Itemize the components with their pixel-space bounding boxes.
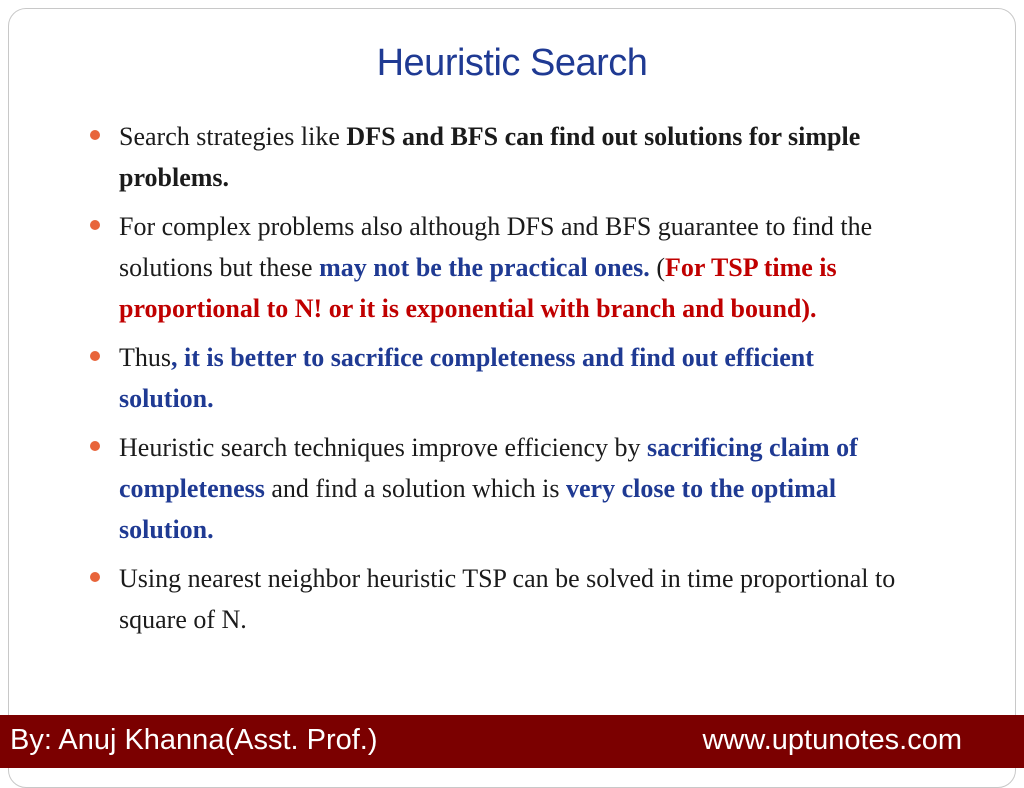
bullet-text: and find a solution which is [264, 474, 566, 503]
bullet-emphasis-blue: , it is better to sacrifice completeness and find out efficient solution. [119, 343, 814, 413]
bullet-emphasis: DFS and BFS can find out solutions for simple problems. [119, 122, 861, 192]
bullet-dot-icon [90, 130, 100, 140]
bullet-dot-icon [90, 572, 100, 582]
bullet-emphasis-blue: sacrificing claim of completeness [119, 433, 858, 503]
bullet-text: Using nearest neighbor heuristic TSP can be solved in time proportional to square of N. [119, 564, 896, 634]
footer-bar [0, 715, 1024, 768]
footer-website: www.uptunotes.com [702, 724, 962, 756]
bullet-dot-icon [90, 441, 100, 451]
bullet-text: Heuristic search techniques improve efficiency by [119, 433, 647, 462]
footer-author: By: Anuj Khanna(Asst. Prof.) [10, 724, 378, 756]
bullet-item [90, 558, 905, 640]
bullet-text: Thus [119, 343, 171, 372]
bullet-text: ( [656, 253, 665, 282]
bullet-text: For complex problems also although DFS and BFS guarantee to find the solutions but these [119, 212, 873, 282]
bullet-item [90, 206, 905, 329]
bullet-list [90, 116, 905, 648]
bullet-item [90, 116, 905, 198]
bullet-emphasis-blue: may not be the practical ones. [319, 253, 650, 282]
bullet-text: Search strategies like [119, 122, 347, 151]
bullet-item [90, 427, 905, 550]
bullet-emphasis-blue: very close to the optimal solution. [119, 474, 837, 544]
bullet-dot-icon [90, 220, 100, 230]
bullet-dot-icon [90, 351, 100, 361]
slide-title: Heuristic Search [376, 42, 648, 84]
bullet-emphasis-red: For TSP time is proportional to N! or it is exponential with branch and bound). [119, 253, 837, 323]
bullet-item [90, 337, 905, 419]
